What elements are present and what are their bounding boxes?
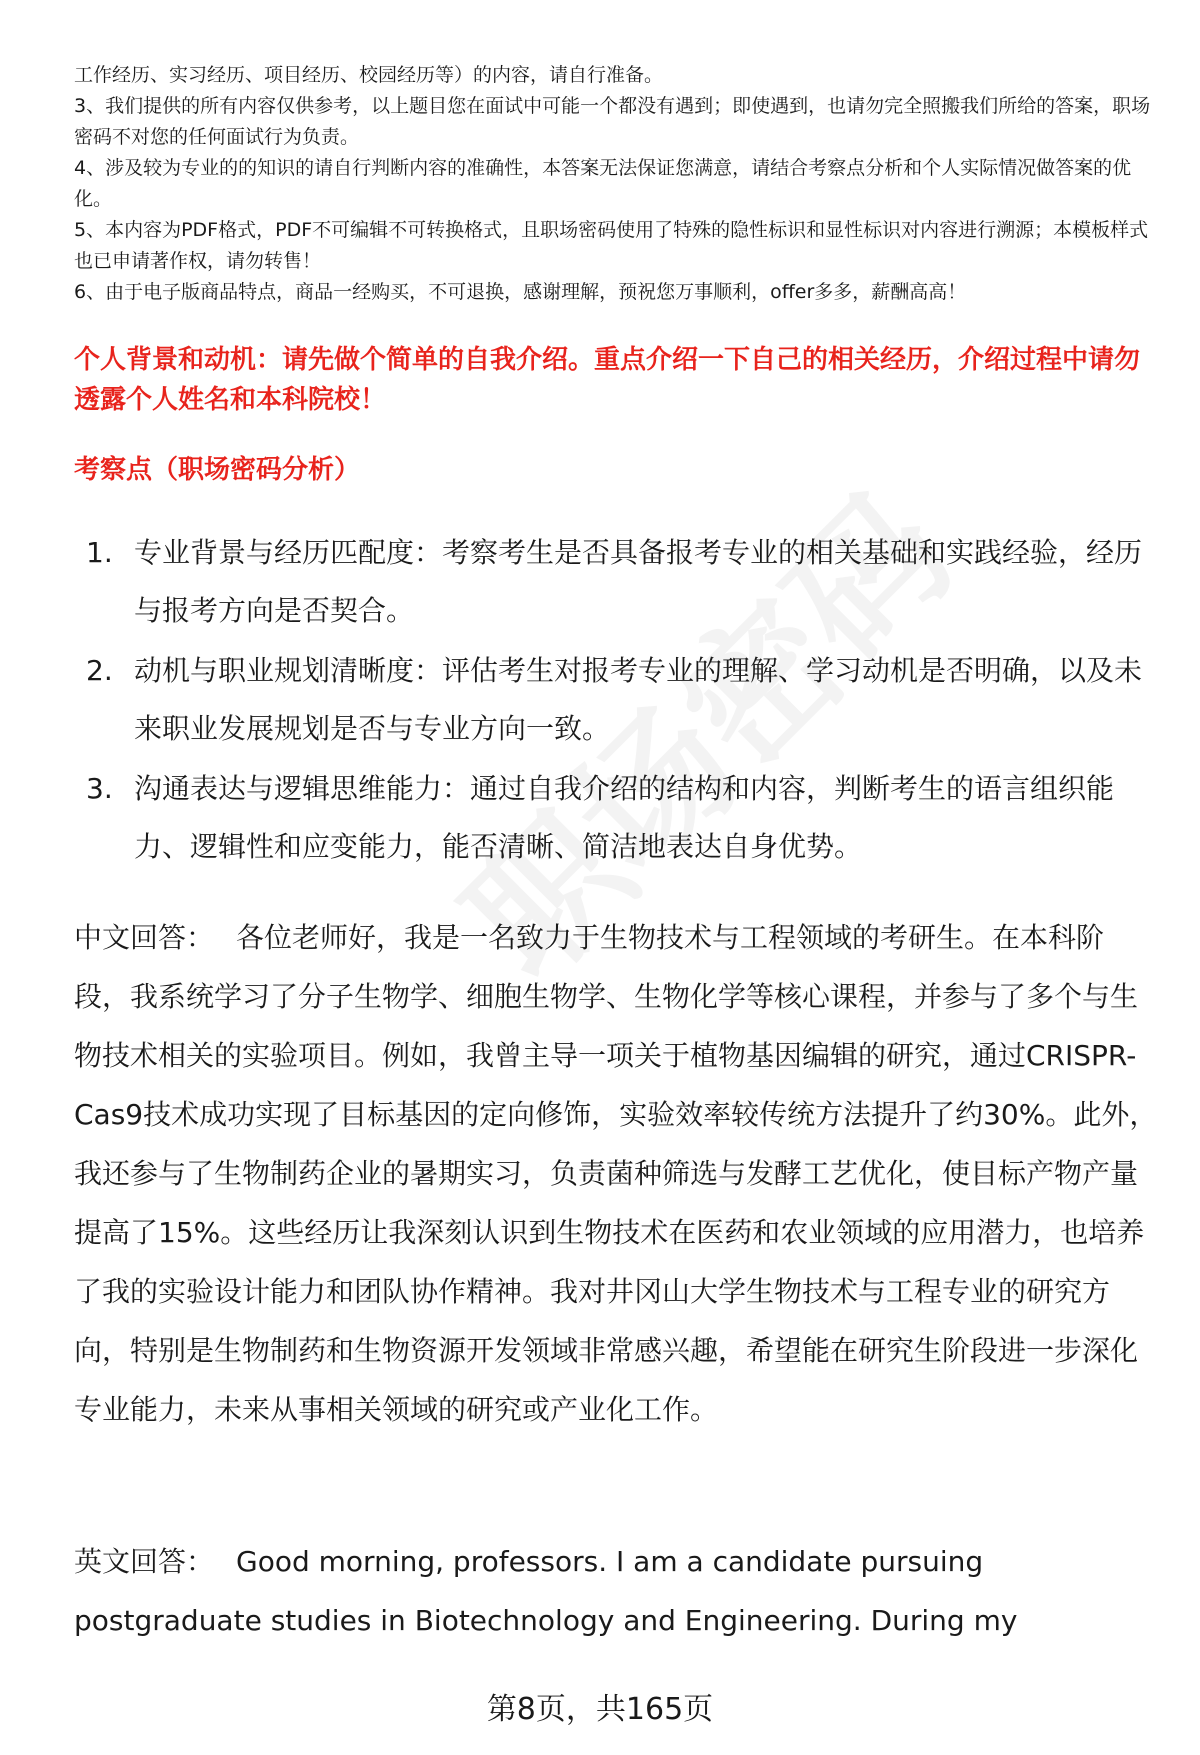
english-answer-text: Good morning, professors. I am a candidate pursuing postgraduate studies in Biotechnology and Engineering. During my [74,1545,1018,1637]
note-line: 4、涉及较为专业的的知识的请自行判断内容的准确性，本答案无法保证您满意，请结合考察点分析和个人实际情况做答案的优化。 [74,157,1132,210]
analysis-title: 考察点（职场密码分析） [74,455,361,485]
english-answer [74,1532,1159,1650]
note-line: 6、由于电子版商品特点，商品一经购买，不可退换，感谢理解，预祝您万事顺利，offer多多，薪酬高高！ [74,281,967,303]
note-line: 3、我们提供的所有内容仅供参考，以上题目您在面试中可能一个都没有遇到；即使遇到，也请勿完全照搬我们所给的答案，职场密码不对您的任何面试行为负责。 [74,95,1151,148]
point-number: 2. [86,654,113,687]
point-number: 1. [86,536,113,569]
note-line: 5、本内容为PDF格式，PDF不可编辑不可转换格式，且职场密码使用了特殊的隐性标识和显性标识对内容进行溯源；本模板样式也已申请著作权，请勿转售！ [74,219,1149,272]
chinese-answer [74,908,1159,1439]
analysis-list [86,524,1156,878]
analysis-point [86,524,1156,640]
point-text: 沟通表达与逻辑思维能力：通过自我介绍的结构和内容，判断考生的语言组织能力、逻辑性和应变能力，能否清晰、简洁地表达自身优势。 [134,772,1115,863]
english-answer-label: 英文回答： [74,1545,215,1578]
chinese-answer-label: 中文回答： [74,921,215,954]
notes-section [74,60,1154,308]
page-number: 第8页，共165页 [486,1692,714,1727]
question-heading: 个人背景和动机：请先做个简单的自我介绍。重点介绍一下自己的相关经历，介绍过程中请勿透露个人姓名和本科院校！ [74,345,1141,415]
point-text: 专业背景与经历匹配度：考察考生是否具备报考专业的相关基础和实践经验，经历与报考方向是否契合。 [134,536,1143,627]
chinese-answer-text: 各位老师好，我是一名致力于生物技术与工程领域的考研生。在本科阶段，我系统学习了分子生物学、细胞生物学、生物化学等核心课程，并参与了多个与生物技术相关的实验项目。例如，我曾主导一项关于植物基因编辑的研究，通过CRISPR-Cas9技术成功实现了目标基因的定向修饰，实验效率较传统方法提升了约30%。此外，我还参与了生物制药企业的暑期实习，负责菌种筛选与发酵工艺优化，使目标产物产量提高了15%。这些经历让我深刻认识到生物技术在医药和农业领域的应用潜力，也培养了我的实验设计能力和团队协作精神。我对井冈山大学生物技术与工程专业的研究方向，特别是生物制药和生物资源开发领域非常感兴趣，希望能在研究生阶段进一步深化专业能力，未来从事相关领域的研究或产业化工作。 [74,921,1158,1426]
analysis-point [86,760,1156,876]
note-line: 工作经历、实习经历、项目经历、校园经历等）的内容，请自行准备。 [74,64,664,86]
point-number: 3. [86,772,113,805]
analysis-point [86,642,1156,758]
point-text: 动机与职业规划清晰度：评估考生对报考专业的理解、学习动机是否明确，以及未来职业发展规划是否与专业方向一致。 [134,654,1143,745]
